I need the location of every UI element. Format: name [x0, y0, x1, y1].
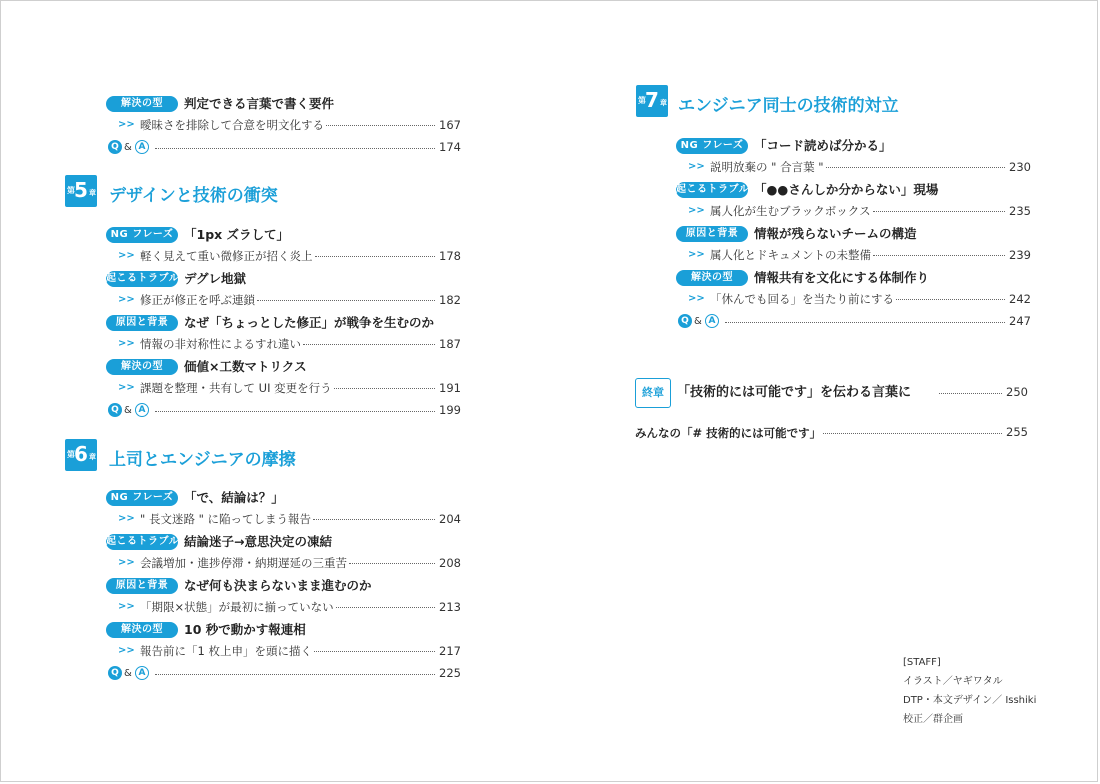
- arrow-icon: >>: [688, 205, 705, 216]
- chapter-7-sections: [676, 138, 1031, 338]
- final-chapter-title: 「技術的には可能です」を伝わる言葉に: [677, 385, 912, 400]
- toc-entry[interactable]: [118, 599, 461, 615]
- entry-text: 課題を整理・共有して UI 変更を行う: [140, 381, 332, 395]
- entry-text: 属人化とドキュメントの未整備: [710, 248, 871, 262]
- toc-section: [106, 622, 461, 638]
- entry-text: 会議増加・進捗停滞・納期遅延の三重苦: [140, 556, 347, 570]
- section-tag: 解決の型: [676, 270, 748, 286]
- qa-entry[interactable]: Q & A 199: [108, 403, 461, 419]
- dot-leader: [315, 256, 435, 257]
- arrow-icon: >>: [118, 513, 135, 524]
- toc-section: [106, 315, 461, 331]
- page-number: 174: [439, 140, 461, 154]
- arrow-icon: >>: [118, 250, 135, 261]
- entry-text: 属人化が生むブラックボックス: [710, 204, 871, 218]
- section-tag: NG フレーズ: [676, 138, 748, 154]
- dot-leader: [155, 674, 435, 675]
- dot-leader: [155, 411, 435, 412]
- q-icon: Q: [108, 666, 122, 680]
- entry-text: 曖昧さを排除して合意を明文化する: [140, 118, 324, 132]
- q-icon: Q: [108, 403, 122, 417]
- staff-header: [STAFF]: [903, 657, 941, 668]
- entry-text: 報告前に「1 枚上申」を頭に描く: [140, 644, 312, 658]
- dot-leader: [349, 563, 435, 564]
- section-tag: 原因と背景: [106, 315, 178, 331]
- staff-line: DTP・本文デザイン／ Isshiki: [903, 695, 1037, 706]
- section-title: 「コード読めば分かる」: [754, 138, 892, 153]
- extra-entry[interactable]: [635, 425, 1028, 441]
- arrow-icon: >>: [118, 119, 135, 130]
- staff-line: 校正／群企画: [903, 714, 963, 725]
- arrow-icon: >>: [118, 601, 135, 612]
- dot-leader: [257, 300, 435, 301]
- toc-section: [676, 138, 1031, 154]
- section-tag: 解決の型: [106, 622, 178, 638]
- toc-entry[interactable]: [118, 555, 461, 571]
- arrow-icon: >>: [688, 293, 705, 304]
- section-tag: 起こるトラブル: [106, 534, 178, 550]
- chapter-number-badge: 第 5 章: [65, 175, 97, 207]
- page-number: 204: [439, 512, 461, 526]
- qa-entry[interactable]: Q & A 247: [678, 314, 1031, 330]
- staff-credits: [903, 653, 1036, 729]
- page-number: 191: [439, 381, 461, 395]
- dot-leader: [303, 344, 435, 345]
- toc-section: [676, 226, 1031, 242]
- arrow-icon: >>: [118, 557, 135, 568]
- section-title: 価値×工数マトリクス: [184, 359, 307, 374]
- toc-entry[interactable]: [118, 336, 461, 352]
- toc-entry[interactable]: [118, 643, 461, 659]
- entry-text: 「休んでも回る」を当たり前にする: [710, 292, 894, 306]
- entry-text: " 長文迷路 " に陥ってしまう報告: [140, 512, 312, 526]
- chapter-number-badge: 第 7 章: [636, 85, 668, 117]
- dot-leader: [896, 299, 1005, 300]
- page-number: 217: [439, 644, 461, 658]
- section-title: デグレ地獄: [184, 271, 247, 286]
- page-number: 182: [439, 293, 461, 307]
- chapter-title[interactable]: エンジニア同士の技術的対立: [678, 96, 899, 116]
- extra-title: みんなの「# 技術的には可能です」: [635, 426, 822, 440]
- dot-leader: [823, 433, 1002, 434]
- chapter-5-sections: [106, 227, 461, 427]
- section-tag: NG フレーズ: [106, 490, 178, 506]
- page-number: 178: [439, 249, 461, 263]
- toc-section: [676, 182, 1031, 198]
- staff-line: イラスト／ヤギワタル: [903, 676, 1003, 687]
- page-number: 247: [1009, 314, 1031, 328]
- toc-section: [106, 227, 461, 243]
- arrow-icon: >>: [118, 382, 135, 393]
- section-title: 情報共有を文化にする体制作り: [754, 270, 930, 285]
- toc-entry[interactable]: [118, 117, 461, 133]
- dot-leader: [336, 607, 435, 608]
- chapter-title[interactable]: デザインと技術の衝突: [109, 186, 278, 206]
- toc-entry[interactable]: [688, 203, 1031, 219]
- section-tag: 解決の型: [106, 359, 178, 375]
- section-title: 「1px ズラして」: [184, 227, 290, 242]
- dot-leader: [826, 167, 1005, 168]
- section-tag: NG フレーズ: [106, 227, 178, 243]
- toc-entry[interactable]: [688, 291, 1031, 307]
- page-number: 250: [1006, 385, 1028, 399]
- qa-entry[interactable]: Q & A 225: [108, 666, 461, 682]
- section-title: 情報が残らないチームの構造: [754, 226, 917, 241]
- toc-entry[interactable]: [118, 380, 461, 396]
- q-icon: Q: [678, 314, 692, 328]
- section-title: 判定できる言葉で書く要件: [184, 96, 335, 111]
- toc-section: [676, 270, 1031, 286]
- dot-leader: [155, 148, 435, 149]
- toc-entry[interactable]: [688, 159, 1031, 175]
- section-title: 「で、結論は？」: [184, 490, 284, 505]
- section-tag: 起こるトラブル: [676, 182, 748, 198]
- page-number: 255: [1006, 425, 1028, 439]
- toc-entry[interactable]: [688, 247, 1031, 263]
- page-number: 213: [439, 600, 461, 614]
- entry-text: 軽く見えて重い微修正が招く炎上: [140, 249, 313, 263]
- section-tag: 起こるトラブル: [106, 271, 178, 287]
- toc-section: [106, 578, 461, 594]
- toc-section: [106, 271, 461, 287]
- toc-entry[interactable]: [118, 511, 461, 527]
- final-chapter-badge: 終章: [635, 378, 671, 408]
- page-number: 225: [439, 666, 461, 680]
- chapter-title[interactable]: 上司とエンジニアの摩擦: [109, 450, 296, 470]
- arrow-icon: >>: [688, 161, 705, 172]
- section-title: 10 秒で動かす報連相: [184, 622, 306, 637]
- toc-section: [106, 490, 461, 506]
- dot-leader: [873, 211, 1005, 212]
- page-number: 239: [1009, 248, 1031, 262]
- page-number: 230: [1009, 160, 1031, 174]
- toc-section: [106, 534, 461, 550]
- section-tag: 原因と背景: [676, 226, 748, 242]
- section-tag: 解決の型: [106, 96, 178, 112]
- entry-text: 情報の非対称性によるすれ違い: [140, 337, 301, 351]
- dot-leader: [326, 125, 435, 126]
- toc-entry[interactable]: [118, 292, 461, 308]
- q-icon: Q: [108, 140, 122, 154]
- section-title: 結論迷子→意思決定の凍結: [184, 534, 332, 549]
- dot-leader: [939, 393, 1002, 394]
- section-title: なぜ何も決まらないまま進むのか: [184, 578, 372, 593]
- arrow-icon: >>: [688, 249, 705, 260]
- page-number: 208: [439, 556, 461, 570]
- entry-text: 「期限×状態」が最初に揃っていない: [140, 600, 334, 614]
- arrow-icon: >>: [118, 645, 135, 656]
- entry-text: 修正が修正を呼ぶ連鎖: [140, 293, 255, 307]
- section-title: 「●●さんしか分からない」現場: [754, 182, 939, 197]
- a-icon: A: [135, 666, 149, 680]
- page-number: 187: [439, 337, 461, 351]
- a-icon: A: [135, 403, 149, 417]
- page-number: 167: [439, 118, 461, 132]
- toc-section: [106, 96, 461, 112]
- chapter-number-badge: 第 6 章: [65, 439, 97, 471]
- arrow-icon: >>: [118, 338, 135, 349]
- a-icon: A: [705, 314, 719, 328]
- dot-leader: [873, 255, 1005, 256]
- page-number: 199: [439, 403, 461, 417]
- entry-text: 説明放棄の " 合言葉 ": [710, 160, 824, 174]
- toc-entry[interactable]: [118, 248, 461, 264]
- dot-leader: [313, 519, 435, 520]
- section-tag: 原因と背景: [106, 578, 178, 594]
- section-title: なぜ「ちょっとした修正」が戦争を生むのか: [184, 315, 435, 330]
- dot-leader: [334, 388, 435, 389]
- chapter-6-sections: [106, 490, 461, 690]
- arrow-icon: >>: [118, 294, 135, 305]
- a-icon: A: [135, 140, 149, 154]
- dot-leader: [314, 651, 435, 652]
- final-chapter-entry[interactable]: [677, 385, 1028, 401]
- page-number: 242: [1009, 292, 1031, 306]
- toc-section: [106, 359, 461, 375]
- page-number: 235: [1009, 204, 1031, 218]
- dot-leader: [725, 322, 1005, 323]
- qa-entry[interactable]: Q & A 174: [108, 140, 461, 156]
